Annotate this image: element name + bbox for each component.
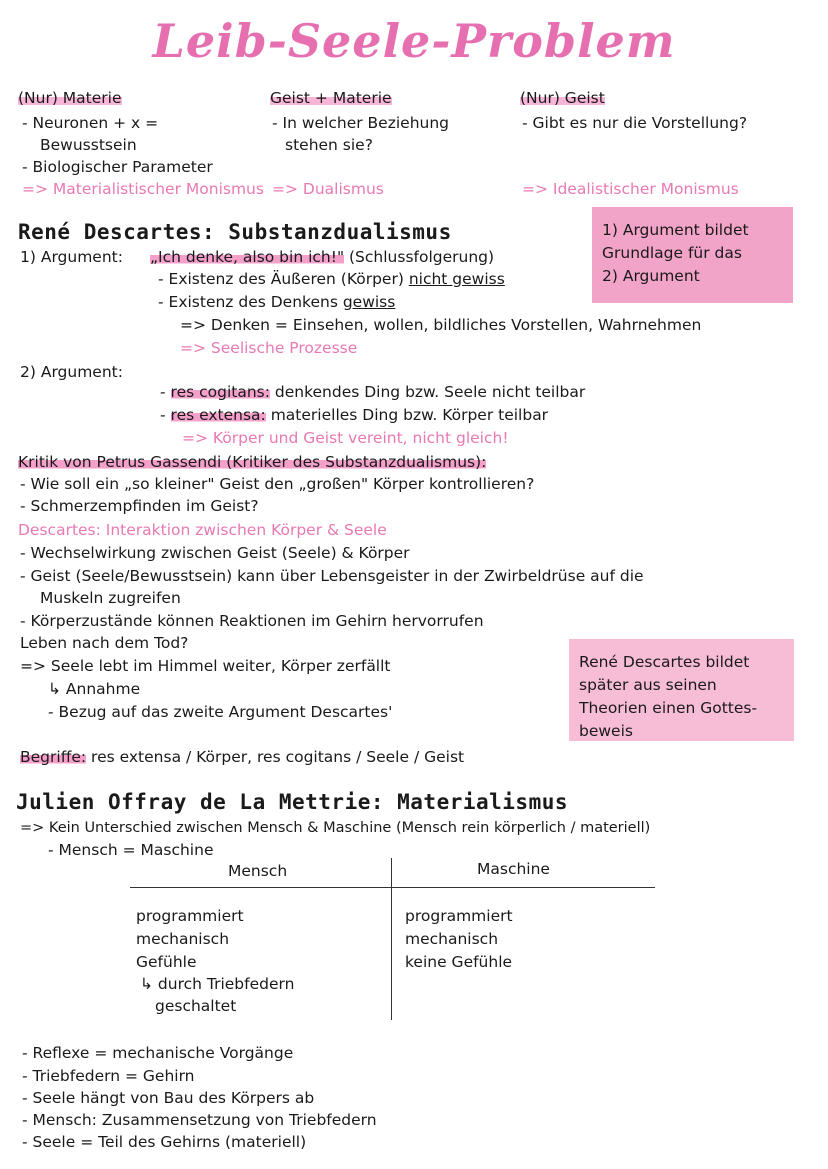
- lamettrie-heading: Julien Offray de La Mettrie: Materialismus: [16, 790, 569, 814]
- col-dualismus-result: => Dualismus: [272, 180, 384, 198]
- col-materie-line: - Neuronen + x =: [22, 114, 159, 132]
- note-line: René Descartes bildet: [579, 653, 750, 671]
- note-line: beweis: [579, 722, 633, 740]
- col-dualismus-line: - In welcher Beziehung: [272, 114, 450, 132]
- lamettrie-bullet: - Triebfedern = Gehirn: [22, 1067, 195, 1085]
- argument2-line: - res cogitans: denkendes Ding bzw. Seele nicht teilbar: [160, 383, 586, 401]
- note-line: später aus seinen: [579, 676, 717, 694]
- table-header-mensch: Mensch: [228, 862, 288, 880]
- interaktion-line: Muskeln zugreifen: [40, 589, 181, 607]
- table-cell: Gefühle: [136, 953, 197, 971]
- table-column-rule: [391, 858, 392, 1020]
- table-cell: keine Gefühle: [405, 953, 513, 971]
- interaktion-line: - Wechselwirkung zwischen Geist (Seele) & Körper: [20, 544, 410, 562]
- note-line: Theorien einen Gottes-: [579, 699, 758, 717]
- table-cell: programmiert: [405, 907, 513, 925]
- tod-line: ↳ Annahme: [48, 680, 141, 698]
- table-header-maschine: Maschine: [477, 860, 550, 878]
- lamettrie-bullet: - Seele hängt von Bau des Körpers ab: [22, 1089, 315, 1107]
- col-materie-result: => Materialistischer Monismus: [22, 180, 264, 198]
- col-dualismus-line: stehen sie?: [285, 136, 373, 154]
- table-cell: ↳ durch Triebfedern: [140, 975, 295, 993]
- table-cell: programmiert: [136, 907, 244, 925]
- interaktion-heading: Descartes: Interaktion zwischen Körper & Seele: [18, 521, 387, 539]
- interaktion-line: - Geist (Seele/Bewusstsein) kann über Lebensgeister in der Zwirbeldrüse auf die: [20, 567, 644, 585]
- note-line: Grundlage für das: [602, 244, 742, 262]
- gottesbeweis-note-box: [569, 639, 794, 741]
- table-header-rule: [130, 887, 655, 888]
- lamettrie-line: - Mensch = Maschine: [48, 841, 214, 859]
- interaktion-line: - Körperzustände können Reaktionen im Gehirn hervorrufen: [20, 612, 484, 630]
- lamettrie-bullet: - Mensch: Zusammensetzung von Triebfedern: [22, 1111, 377, 1129]
- argument-note-box: [592, 207, 793, 303]
- kritik-heading: Kritik von Petrus Gassendi (Kritiker des Substanzdualismus):: [18, 453, 487, 471]
- argument1-line: - Existenz des Äußeren (Körper) nicht gewiss: [158, 270, 505, 288]
- argument1-line: => Denken = Einsehen, wollen, bildliches Vorstellen, Wahrnehmen: [180, 316, 702, 334]
- table-cell: geschaltet: [155, 997, 237, 1015]
- kritik-line: - Schmerzempfinden im Geist?: [20, 497, 259, 515]
- col-geist-line: - Gibt es nur die Vorstellung?: [522, 114, 748, 132]
- begriffe-line: Begriffe: res extensa / Körper, res cogitans / Seele / Geist: [20, 748, 465, 766]
- kritik-line: - Wie soll ein „so kleiner" Geist den „großen" Körper kontrollieren?: [20, 475, 535, 493]
- argument1-quote: „Ich denke, also bin ich!" (Schlussfolgerung): [150, 248, 495, 266]
- table-cell: mechanisch: [136, 930, 230, 948]
- argument1-label: 1) Argument:: [20, 248, 123, 266]
- argument1-line: - Existenz des Denkens gewiss: [158, 293, 396, 311]
- note-line: 1) Argument bildet: [602, 221, 749, 239]
- argument2-result: => Körper und Geist vereint, nicht gleich!: [182, 429, 509, 447]
- tod-line: - Bezug auf das zweite Argument Descartes': [48, 703, 393, 721]
- page-title: Leib-Seele-Problem: [152, 14, 676, 68]
- argument2-line: - res extensa: materielles Ding bzw. Körper teilbar: [160, 406, 549, 424]
- tod-line: => Seele lebt im Himmel weiter, Körper zerfällt: [20, 657, 391, 675]
- note-line: 2) Argument: [602, 267, 700, 285]
- col-geist-result: => Idealistischer Monismus: [522, 180, 739, 198]
- col-materie-line: - Biologischer Parameter: [22, 158, 213, 176]
- col-materie-heading: (Nur) Materie: [18, 89, 122, 107]
- col-dualismus-heading: Geist + Materie: [270, 89, 392, 107]
- col-materie-line: Bewusstsein: [40, 136, 137, 154]
- lamettrie-bullet: - Seele = Teil des Gehirns (materiell): [22, 1133, 307, 1151]
- tod-heading: Leben nach dem Tod?: [20, 634, 189, 652]
- lamettrie-line: => Kein Unterschied zwischen Mensch & Maschine (Mensch rein körperlich / materiell): [20, 820, 651, 836]
- lamettrie-bullet: - Reflexe = mechanische Vorgänge: [22, 1044, 294, 1062]
- argument1-result: => Seelische Prozesse: [180, 339, 358, 357]
- col-geist-heading: (Nur) Geist: [520, 89, 605, 107]
- argument2-label: 2) Argument:: [20, 363, 123, 381]
- table-cell: mechanisch: [405, 930, 499, 948]
- descartes-heading: René Descartes: Substanzdualismus: [18, 220, 452, 244]
